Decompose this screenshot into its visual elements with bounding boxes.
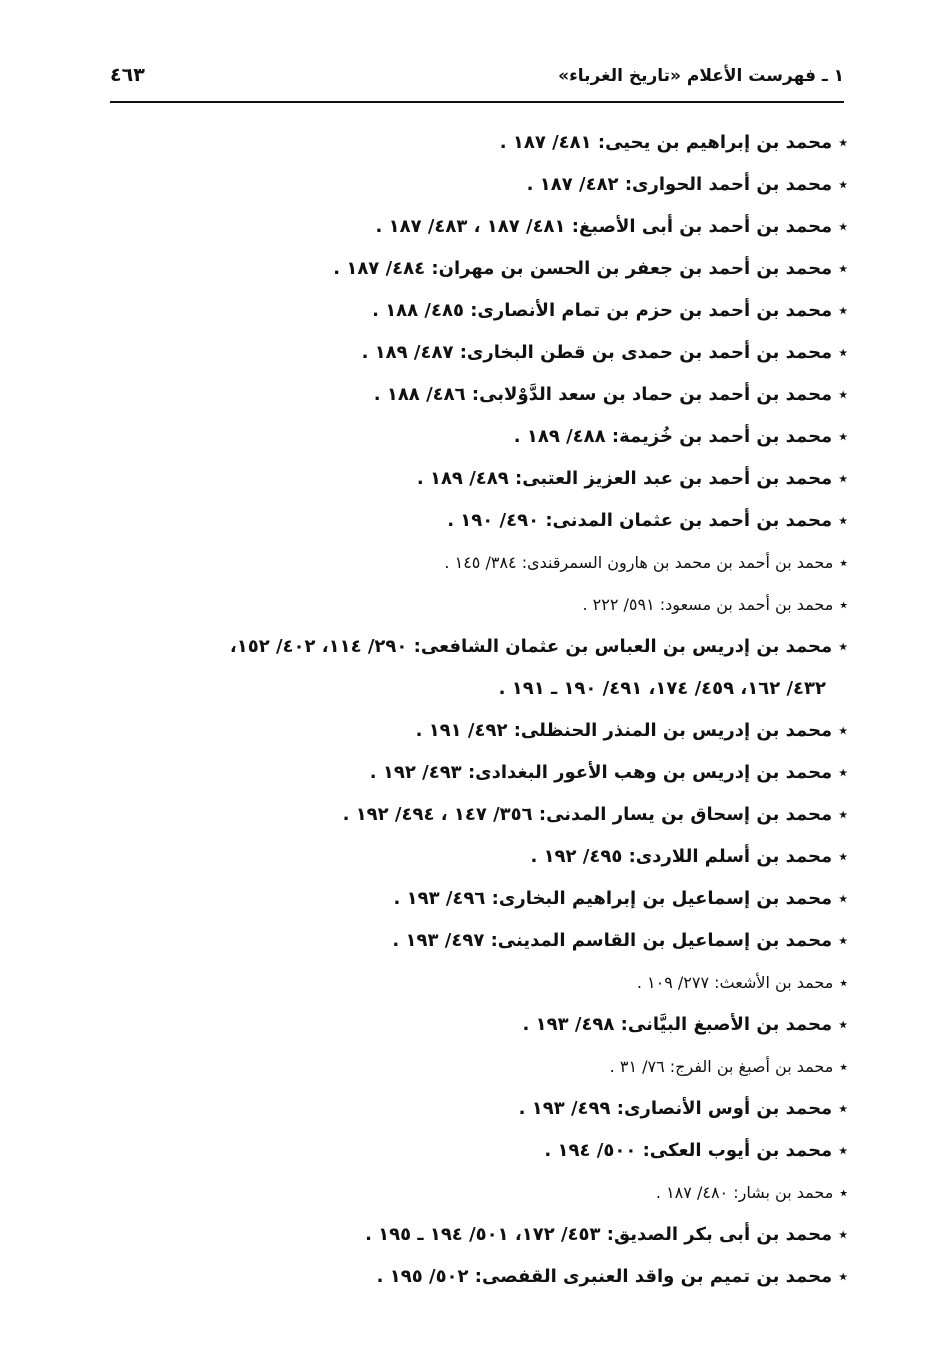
index-entry	[108, 1130, 848, 1172]
entry-line-1	[108, 626, 848, 668]
index-entry	[108, 122, 848, 164]
entry-text: محمد بن أحمد بن محمد بن هارون السمرقندى: ٣٨٤/ ١٤٥ .	[444, 553, 834, 572]
entry-text: محمد بن أحمد الحوارى: ٤٨٢/ ١٨٧ .	[526, 174, 833, 195]
entry-text: محمد بن أحمد بن حماد بن سعد الدَّوْلابى: ٤٨٦/ ١٨٨ .	[373, 384, 833, 405]
bullet-icon: ٭	[838, 1224, 848, 1245]
entry-text: محمد بن الأشعث: ٢٧٧/ ١٠٩ .	[636, 973, 834, 992]
index-entry	[108, 794, 848, 836]
bullet-icon: ٭	[839, 553, 848, 572]
bullet-icon: ٭	[838, 930, 848, 951]
entry-text: محمد بن أسلم اللاردى: ٤٩٥/ ١٩٢ .	[530, 846, 833, 867]
entry-text: محمد بن أحمد بن جعفر بن الحسن بن مهران: ٤٨٤/ ١٨٧ .	[333, 258, 833, 279]
index-entries	[108, 122, 848, 1298]
header-title: ١ ـ فهرست الأعلام «تاريخ الغرباء»	[558, 66, 844, 86]
bullet-icon: ٭	[838, 762, 848, 783]
bullet-icon: ٭	[839, 1057, 848, 1076]
index-entry	[108, 542, 848, 584]
bullet-icon: ٭	[838, 720, 848, 741]
bullet-icon: ٭	[839, 595, 848, 614]
index-entry	[108, 500, 848, 542]
bullet-icon: ٭	[838, 888, 848, 909]
index-entry	[108, 962, 848, 1004]
index-entry	[108, 626, 848, 710]
index-entry	[108, 1088, 848, 1130]
index-entry	[108, 752, 848, 794]
entry-text: محمد بن إدريس بن وهب الأعور البغدادى: ٤٩٣/ ١٩٢ .	[369, 762, 833, 783]
bullet-icon: ٭	[838, 300, 848, 321]
entry-text: محمد بن الأصبغ البيَّانى: ٤٩٨/ ١٩٣ .	[522, 1014, 833, 1035]
index-entry	[108, 1172, 848, 1214]
index-entry	[108, 290, 848, 332]
index-entry	[108, 1256, 848, 1298]
index-entry	[108, 710, 848, 752]
index-entry	[108, 458, 848, 500]
bullet-icon: ٭	[839, 1183, 848, 1202]
header-rule	[110, 101, 844, 103]
entry-text: محمد بن إسماعيل بن القاسم المدينى: ٤٩٧/ ١٩٣ .	[392, 930, 833, 951]
entry-text: محمد بن أحمد بن عبد العزيز العتبى: ٤٨٩/ ١٨٩ .	[416, 468, 833, 489]
entry-text: محمد بن أحمد بن عثمان المدنى: ٤٩٠/ ١٩٠ .	[447, 510, 833, 531]
entry-text: محمد بن أوس الأنصارى: ٤٩٩/ ١٩٣ .	[518, 1098, 833, 1119]
index-entry	[108, 878, 848, 920]
entry-line-2: ٤٣٢/ ١٦٢، ٤٥٩/ ١٧٤، ٤٩١/ ١٩٠ ـ ١٩١ .	[498, 678, 826, 699]
bullet-icon: ٭	[838, 258, 848, 279]
index-entry	[108, 1046, 848, 1088]
page-number: ٤٦٣	[110, 64, 145, 86]
entry-text: محمد بن إدريس بن العباس بن عثمان الشافعى: ٢٩٠/ ١١٤، ٤٠٢/ ١٥٢،	[229, 636, 833, 657]
index-entry	[108, 584, 848, 626]
index-entry	[108, 920, 848, 962]
bullet-icon: ٭	[838, 342, 848, 363]
bullet-icon: ٭	[838, 1014, 848, 1035]
bullet-icon: ٭	[838, 132, 848, 153]
bullet-icon: ٭	[838, 1140, 848, 1161]
entry-text: محمد بن أحمد بن مسعود: ٥٩١/ ٢٢٢ .	[582, 595, 834, 614]
index-entry	[108, 332, 848, 374]
entry-text: محمد بن تميم بن واقد العنبرى القفصى: ٥٠٢/ ١٩٥ .	[376, 1266, 833, 1287]
entry-text: محمد بن أيوب العكى: ٥٠٠/ ١٩٤ .	[544, 1140, 833, 1161]
entry-text: محمد بن أصبغ بن الفرج: ٧٦/ ٣١ .	[609, 1057, 834, 1076]
bullet-icon: ٭	[838, 510, 848, 531]
entry-text: محمد بن إسماعيل بن إبراهيم البخارى: ٤٩٦/ ١٩٣ .	[393, 888, 833, 909]
entry-text: محمد بن إبراهيم بن يحيى: ٤٨١/ ١٨٧ .	[499, 132, 833, 153]
entry-text: محمد بن إسحاق بن يسار المدنى: ٣٥٦/ ١٤٧ ، ٤٩٤/ ١٩٢ .	[342, 804, 833, 825]
index-entry	[108, 206, 848, 248]
bullet-icon: ٭	[838, 846, 848, 867]
bullet-icon: ٭	[838, 1098, 848, 1119]
bullet-icon: ٭	[838, 384, 848, 405]
bullet-icon: ٭	[838, 174, 848, 195]
entry-text: محمد بن أحمد بن أبى الأصبغ: ٤٨١/ ١٨٧ ، ٤٨٣/ ١٨٧ .	[375, 216, 833, 237]
bullet-icon: ٭	[838, 804, 848, 825]
bullet-icon: ٭	[839, 973, 848, 992]
entry-text: محمد بن بشار: ٤٨٠/ ١٨٧ .	[655, 1183, 834, 1202]
index-entry	[108, 248, 848, 290]
entry-text: محمد بن إدريس بن المنذر الحنظلى: ٤٩٢/ ١٩١ .	[415, 720, 833, 741]
index-entry	[108, 374, 848, 416]
bullet-icon: ٭	[838, 216, 848, 237]
entry-text: محمد بن أحمد بن خُزيمة: ٤٨٨/ ١٨٩ .	[513, 426, 833, 447]
bullet-icon: ٭	[838, 426, 848, 447]
index-entry	[108, 1214, 848, 1256]
index-entry	[108, 836, 848, 878]
page-header	[110, 62, 844, 96]
index-entry	[108, 1004, 848, 1046]
bullet-icon: ٭	[838, 636, 848, 657]
bullet-icon: ٭	[838, 468, 848, 489]
index-entry	[108, 164, 848, 206]
bullet-icon: ٭	[838, 1266, 848, 1287]
entry-text: محمد بن أبى بكر الصديق: ٤٥٣/ ١٧٢، ٥٠١/ ١٩٤ ـ ١٩٥ .	[365, 1224, 833, 1245]
entry-text: محمد بن أحمد بن حزم بن تمام الأنصارى: ٤٨٥/ ١٨٨ .	[372, 300, 833, 321]
index-entry	[108, 416, 848, 458]
entry-text: محمد بن أحمد بن حمدى بن قطن البخارى: ٤٨٧/ ١٨٩ .	[361, 342, 833, 363]
